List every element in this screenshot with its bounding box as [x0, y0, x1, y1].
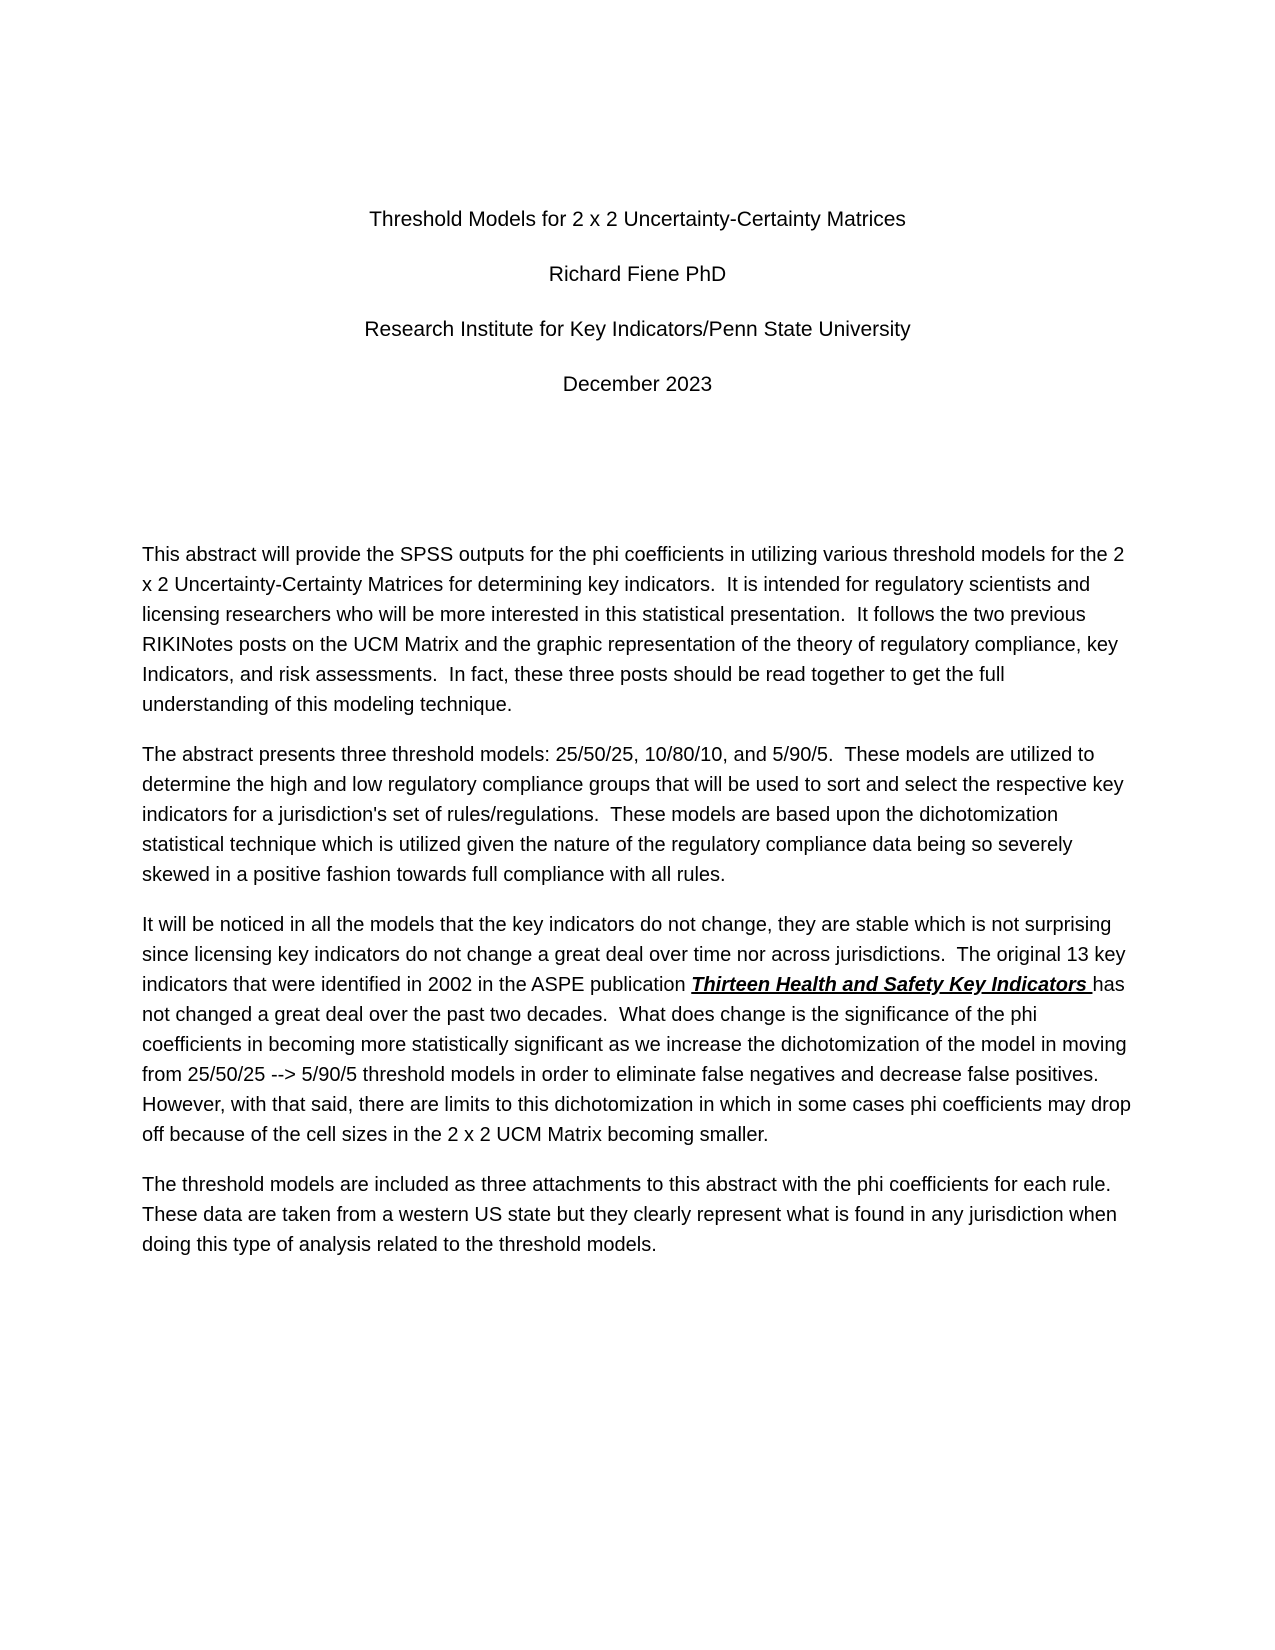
paragraph-threshold-models: The abstract presents three threshold models: 25/50/25, 10/80/10, and 5/90/5. These models are utilized to determine the high and low regulatory compliance groups that will be used to sort and select the respective key indicators for a jurisdiction's set of rules/regulations. These models are based upon the dichotomization statistical technique which is utilized given the nature of the regulatory compliance data being so severely skewed in a positive fashion towards full compliance with all rules. [142, 744, 1130, 886]
document-title: Threshold Models for 2 x 2 Uncertainty-Certainty Matrices [369, 208, 906, 231]
paragraph-key-indicators-text-after: has not changed a great deal over the past two decades. What does change is the significance of the phi coefficients in becoming more statistically significant as we increase the dichotomization of the model in moving from 25/50/25 --> 5/90/5 threshold models in order to eliminate false negatives and decrease false positives. However, with that said, there are limits to this dichotomization in which in some cases phi coefficients may drop off because of the cell sizes in the 2 x 2 UCM Matrix becoming smaller. [142, 974, 1137, 1146]
paragraph-key-indicators [142, 910, 1137, 1150]
document-affiliation: Research Institute for Key Indicators/Penn State University [364, 318, 911, 341]
title-block [142, 205, 1133, 400]
document-author: Richard Fiene PhD [548, 263, 727, 286]
paragraph-attachments: The threshold models are included as three attachments to this abstract with the phi coefficients for each rule. These data are taken from a western US state but they clearly represent what is found in any jurisdiction when doing this type of analysis related to the threshold models. [142, 1174, 1123, 1256]
paragraph-key-indicators-text-before: It will be noticed in all the models that the key indicators do not change, they are stable which is not surprising since licensing key indicators do not change a great deal over time nor across jurisdictions. The original 13 key indicators that were identified in 2002 in the ASPE publication [142, 914, 1132, 996]
document-date: December 2023 [562, 373, 713, 396]
paragraph-intro: This abstract will provide the SPSS outputs for the phi coefficients in utilizing various threshold models for the 2 x 2 Uncertainty-Certainty Matrices for determining key indicators. It is intended for regulatory scientists and licensing researchers who will be more interested in this statistical presentation. It follows the two previous RIKINotes posts on the UCM Matrix and the graphic representation of the theory of regulatory compliance, key Indicators, and risk assessments. In fact, these three posts should be read together to get the full understanding of this modeling technique. [142, 544, 1130, 716]
publication-title-emphasis: Thirteen Health and Safety Key Indicators [691, 974, 1093, 996]
abstract-body [142, 540, 1137, 1260]
